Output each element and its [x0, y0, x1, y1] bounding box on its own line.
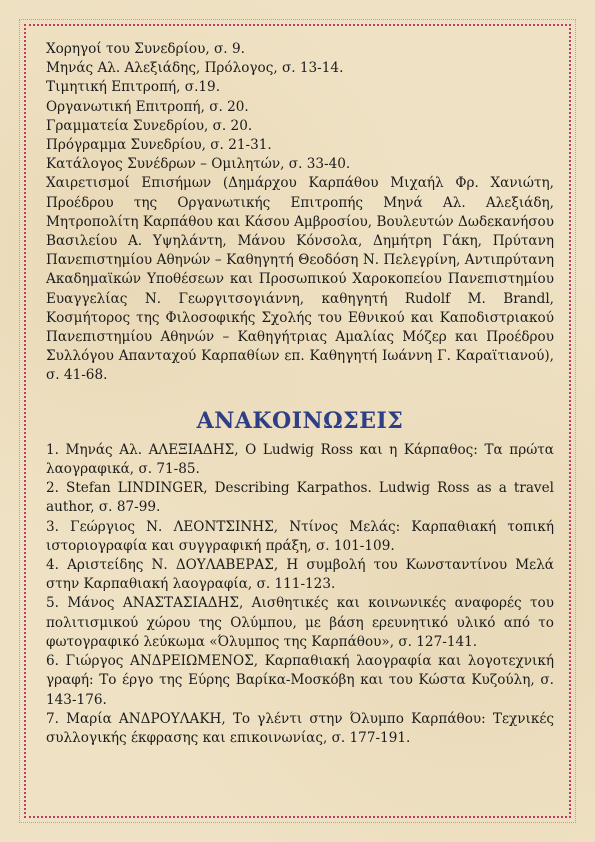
announcement-item: 4. Αριστείδης Ν. ΔΟΥΛΑΒΕΡΑΣ, Η συμβολή του Κωνσταντίνου Μελά στην Καρπαθιακή λαογραφία, σ. 111-123. [46, 557, 554, 593]
contents-item: Χορηγοί του Συνεδρίου, σ. 9. [46, 41, 245, 57]
announcement-item: 2. Stefan LINDINGER, Describing Karpathos. Ludwig Ross as a travel author, σ. 87-99. [46, 480, 554, 516]
contents-item: Οργανωτική Επιτροπή, σ. 20. [46, 98, 249, 115]
contents-item: Γραμματεία Συνεδρίου, σ. 20. [46, 117, 253, 134]
contents-item: Πρόγραμμα Συνεδρίου, σ. 21-31. [46, 137, 272, 154]
contents-item: Τιμητική Επιτροπή, σ.19. [46, 79, 221, 96]
announcement-item: 1. Μηνάς Αλ. ΑΛΕΞΙΑΔΗΣ, Ο Ludwig Ross και η Κάρπαθος: Τα πρώτα λαογραφικά, σ. 71-85. [46, 441, 554, 478]
section-heading: ΑΝΑΚΟΙΝΩΣΕΙΣ [196, 407, 404, 434]
announcement-item: 3. Γεώργιος Ν. ΛΕΟΝΤΣΙΝΗΣ, Ντίνος Μελάς: Καρπαθιακή τοπική ιστοριογραφία και συγγραφική πράξη, σ. 101-109. [46, 518, 554, 554]
contents-item: Κατάλογος Συνέδρων – Ομιλητών, σ. 33-40. [46, 156, 351, 173]
announcement-item: 6. Γιώργος ΑΝΔΡΕΙΩΜΕΝΟΣ, Καρπαθιακή λαογραφία και λογοτεχνική γραφή: Το έργο της Εύρης Βαρίκα-Μοσκόβη και του Κώστα Κυζούλη, σ. 143-176. [46, 653, 554, 708]
announcement-item: 5. Μάνος ΑΝΑΣΤΑΣΙΑΔΗΣ, Αισθητικές και κοινωνικές αναφορές του πολιτισμικού χώρου της Ολύμπου, με βάση ερευνητικό υλικό από το φωτογραφικό λεύκωμα «Όλυμπος της Καρπάθου», σ. 127-141. [46, 595, 554, 650]
greetings-paragraph: Χαιρετισμοί Επισήμων (Δημάρχου Καρπάθου Μιχαήλ Φρ. Χανιώτη, Προέδρου της Οργανωτικής Επιτροπής Μηνά Αλ. Αλεξιάδη, Μητροπολίτη Καρπάθου και Κάσου Αμβροσίου, Βουλευτών Δωδεκανήσου Βασιλείου Α. Υψηλάντη, Μάνου Κόνσολα, Δημήτρη Γάκη, Πρύτανη Πανεπιστημίου Αθηνών – Καθηγητή Θεοδόση Ν. Πελεγρίνη, Αντιπρύτανη Ακαδημαϊκών Υποθέσεων και Προσωπικού Χαροκοπείου Πανεπιστημίου Ευαγγελίας Ν. Γεωργιτσογιάννη, καθηγητή Rudolf M. Brandl, Κοσμήτορος της Φιλοσοφικής Σχολής του Εθνικού και Καποδιστριακού Πανεπιστημίου Αθηνών – Καθηγήτριας Αμαλίας Μόζερ και Προέδρου Συλλόγου Απανταχού Καρπαθίων επ. Καθηγητή Ιωάννη Γ. Καραϊτιανού), σ. 41-68. [46, 175, 554, 384]
announcement-item: 7. Μαρία ΑΝΔΡΟΥΛΑΚΗ, Το γλέντι στην Όλυμπο Καρπάθου: Τεχνικές συλλογικής έκφρασης και επικοινωνίας, σ. 177-191. [46, 710, 554, 746]
contents-item: Μηνάς Αλ. Αλεξιάδης, Πρόλογος, σ. 13-14. [46, 60, 344, 77]
contents-page [46, 40, 554, 748]
